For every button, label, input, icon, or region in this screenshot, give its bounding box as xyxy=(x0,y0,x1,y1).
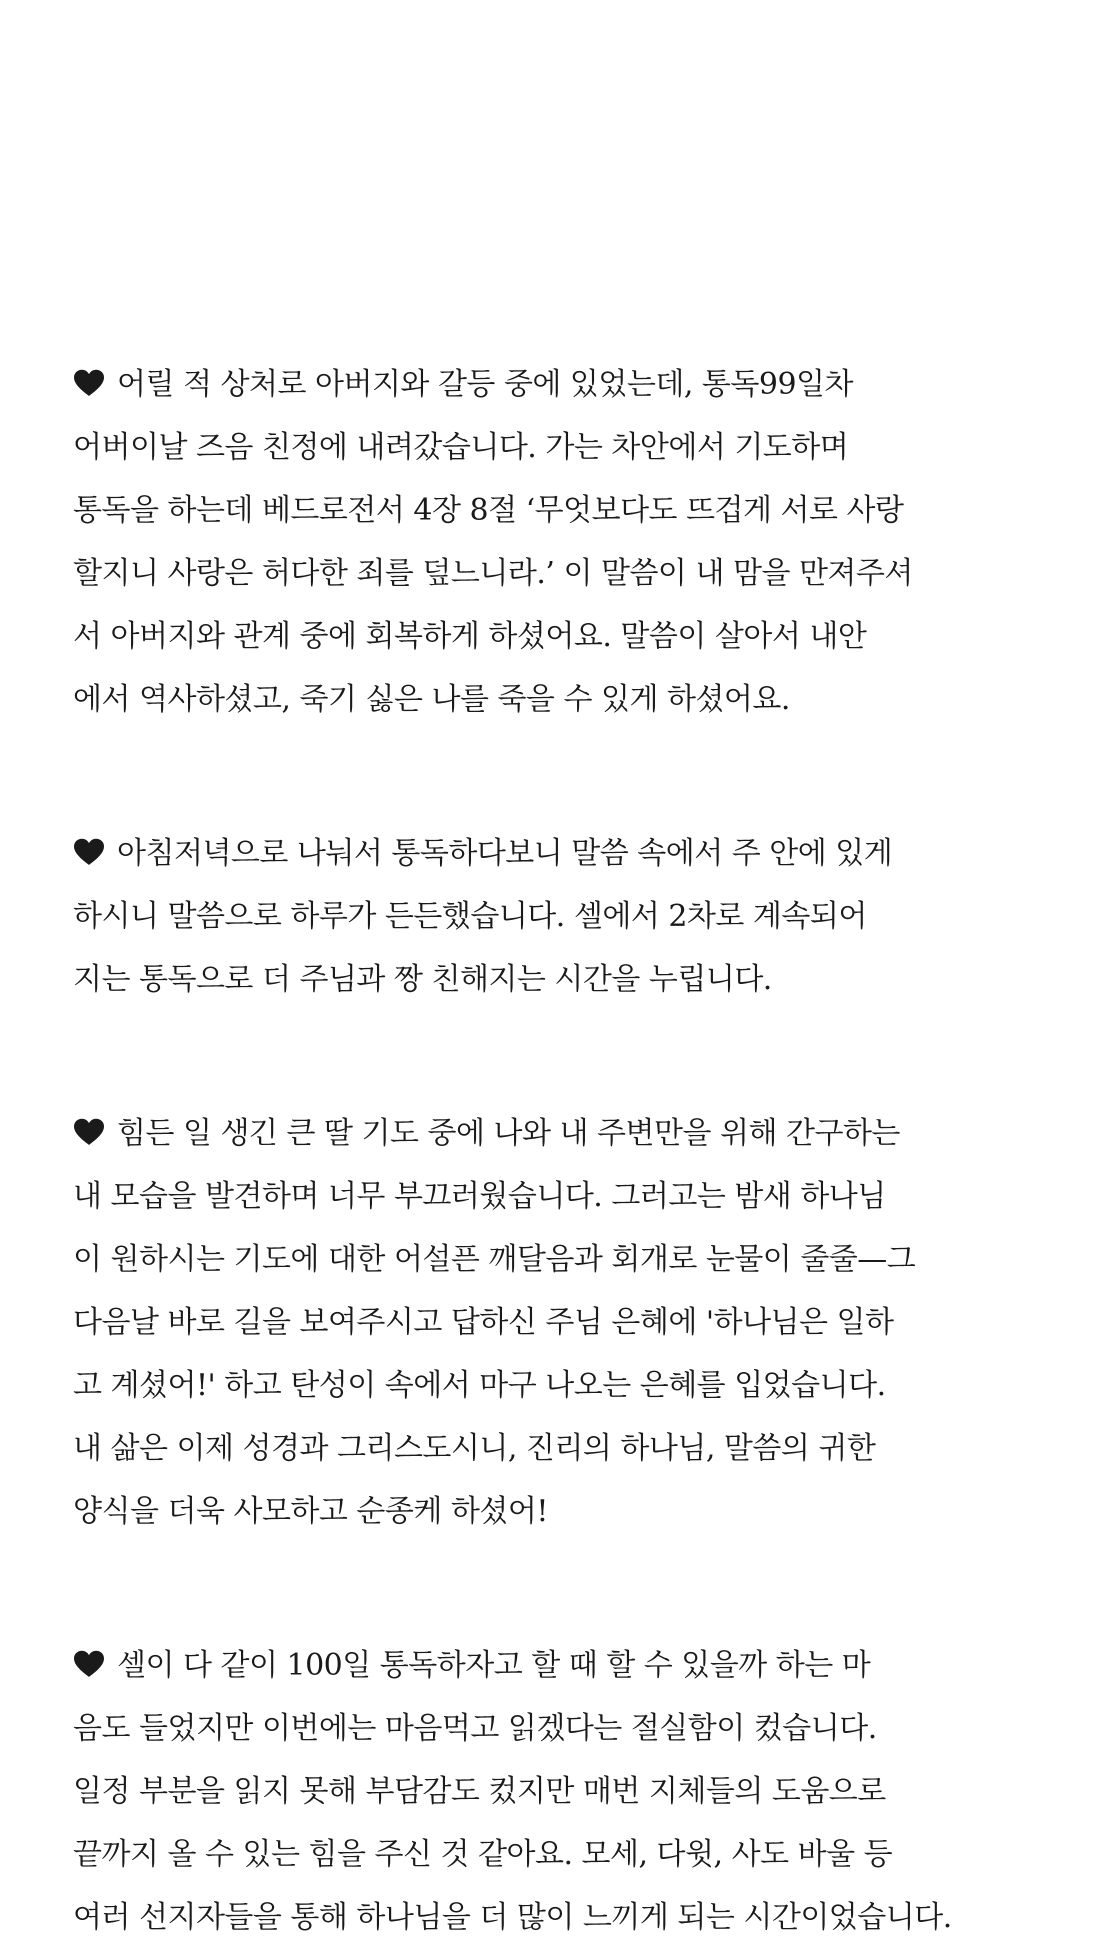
paragraph-line xyxy=(73,1354,1033,1417)
line-text: 이 원하시는 기도에 대한 어설픈 깨달음과 회개로 눈물이 줄줄—그 xyxy=(73,1242,916,1277)
paragraph-line xyxy=(73,1228,1033,1291)
heart-icon xyxy=(73,838,105,866)
line-text: 고 계셨어!' 하고 탄성이 속에서 마구 나오는 은혜를 입었습니다. xyxy=(73,1368,886,1403)
paragraph-line xyxy=(73,948,1033,1011)
line-text: 내 삶은 이제 성경과 그리스도시니, 진리의 하나님, 말씀의 귀한 xyxy=(73,1431,876,1466)
testimony-paragraph xyxy=(73,353,1033,731)
paragraph-line xyxy=(73,605,1033,668)
heart-icon xyxy=(73,1118,105,1146)
line-text: 어릴 적 상처로 아버지와 갈등 중에 있었는데, 통독99일차 xyxy=(117,367,854,402)
line-text: 통독을 하는데 베드로전서 4장 8절 ‘무엇보다도 뜨겁게 서로 사랑 xyxy=(73,493,904,528)
paragraph-line xyxy=(73,1480,1033,1543)
testimony-paragraph xyxy=(73,822,1033,1011)
line-text: 일정 부분을 읽지 못해 부담감도 컸지만 매번 지체들의 도움으로 xyxy=(73,1774,886,1809)
paragraph-line xyxy=(73,1823,1033,1886)
paragraph-line xyxy=(73,479,1033,542)
line-text: 다음날 바로 길을 보여주시고 답하신 주님 은혜에 '하나님은 일하 xyxy=(73,1305,894,1340)
line-text: 양식을 더욱 사모하고 순종케 하셨어! xyxy=(73,1494,548,1529)
line-text: 에서 역사하셨고, 죽기 싫은 나를 죽을 수 있게 하셨어요. xyxy=(73,682,790,717)
paragraph-line xyxy=(73,1886,1033,1949)
heart-icon xyxy=(73,369,105,397)
line-text: 끝까지 올 수 있는 힘을 주신 것 같아요. 모세, 다윗, 사도 바울 등 xyxy=(73,1837,893,1872)
line-text: 힘든 일 생긴 큰 딸 기도 중에 나와 내 주변만을 위해 간구하는 xyxy=(117,1116,900,1151)
paragraph-line xyxy=(73,1697,1033,1760)
line-text: 아침저녁으로 나눠서 통독하다보니 말씀 속에서 주 안에 있게 xyxy=(117,836,893,871)
line-text: 여러 선지자들을 통해 하나님을 더 많이 느끼게 되는 시간이었습니다. xyxy=(73,1900,952,1935)
line-text: 음도 들었지만 이번에는 마음먹고 읽겠다는 절실함이 컸습니다. xyxy=(73,1711,877,1746)
paragraph-line xyxy=(73,668,1033,731)
line-text: 셀이 다 같이 100일 통독하자고 할 때 할 수 있을까 하는 마 xyxy=(117,1648,871,1683)
paragraph-line xyxy=(73,1417,1033,1480)
line-text: 내 모습을 발견하며 너무 부끄러웠습니다. 그러고는 밤새 하나님 xyxy=(73,1179,886,1214)
testimony-paragraph xyxy=(73,1102,1033,1543)
line-text: 하시니 말씀으로 하루가 든든했습니다. 셀에서 2차로 계속되어 xyxy=(73,899,867,934)
heart-icon xyxy=(73,1650,105,1678)
testimony-paragraph xyxy=(73,1634,1033,1949)
paragraph-line xyxy=(73,1634,1033,1697)
paragraph-line xyxy=(73,885,1033,948)
line-text: 할지니 사랑은 허다한 죄를 덮느니라.’ 이 말씀이 내 맘을 만져주셔 xyxy=(73,556,913,591)
line-text: 서 아버지와 관계 중에 회복하게 하셨어요. 말씀이 살아서 내안 xyxy=(73,619,867,654)
paragraph-line xyxy=(73,1102,1033,1165)
line-text: 지는 통독으로 더 주님과 짱 친해지는 시간을 누립니다. xyxy=(73,962,772,997)
testimony-document xyxy=(73,353,1033,1949)
paragraph-line xyxy=(73,1165,1033,1228)
line-text: 어버이날 즈음 친정에 내려갔습니다. 가는 차안에서 기도하며 xyxy=(73,430,849,465)
paragraph-line xyxy=(73,1760,1033,1823)
paragraph-line xyxy=(73,416,1033,479)
paragraph-line xyxy=(73,822,1033,885)
paragraph-line xyxy=(73,353,1033,416)
paragraph-line xyxy=(73,542,1033,605)
paragraph-line xyxy=(73,1291,1033,1354)
